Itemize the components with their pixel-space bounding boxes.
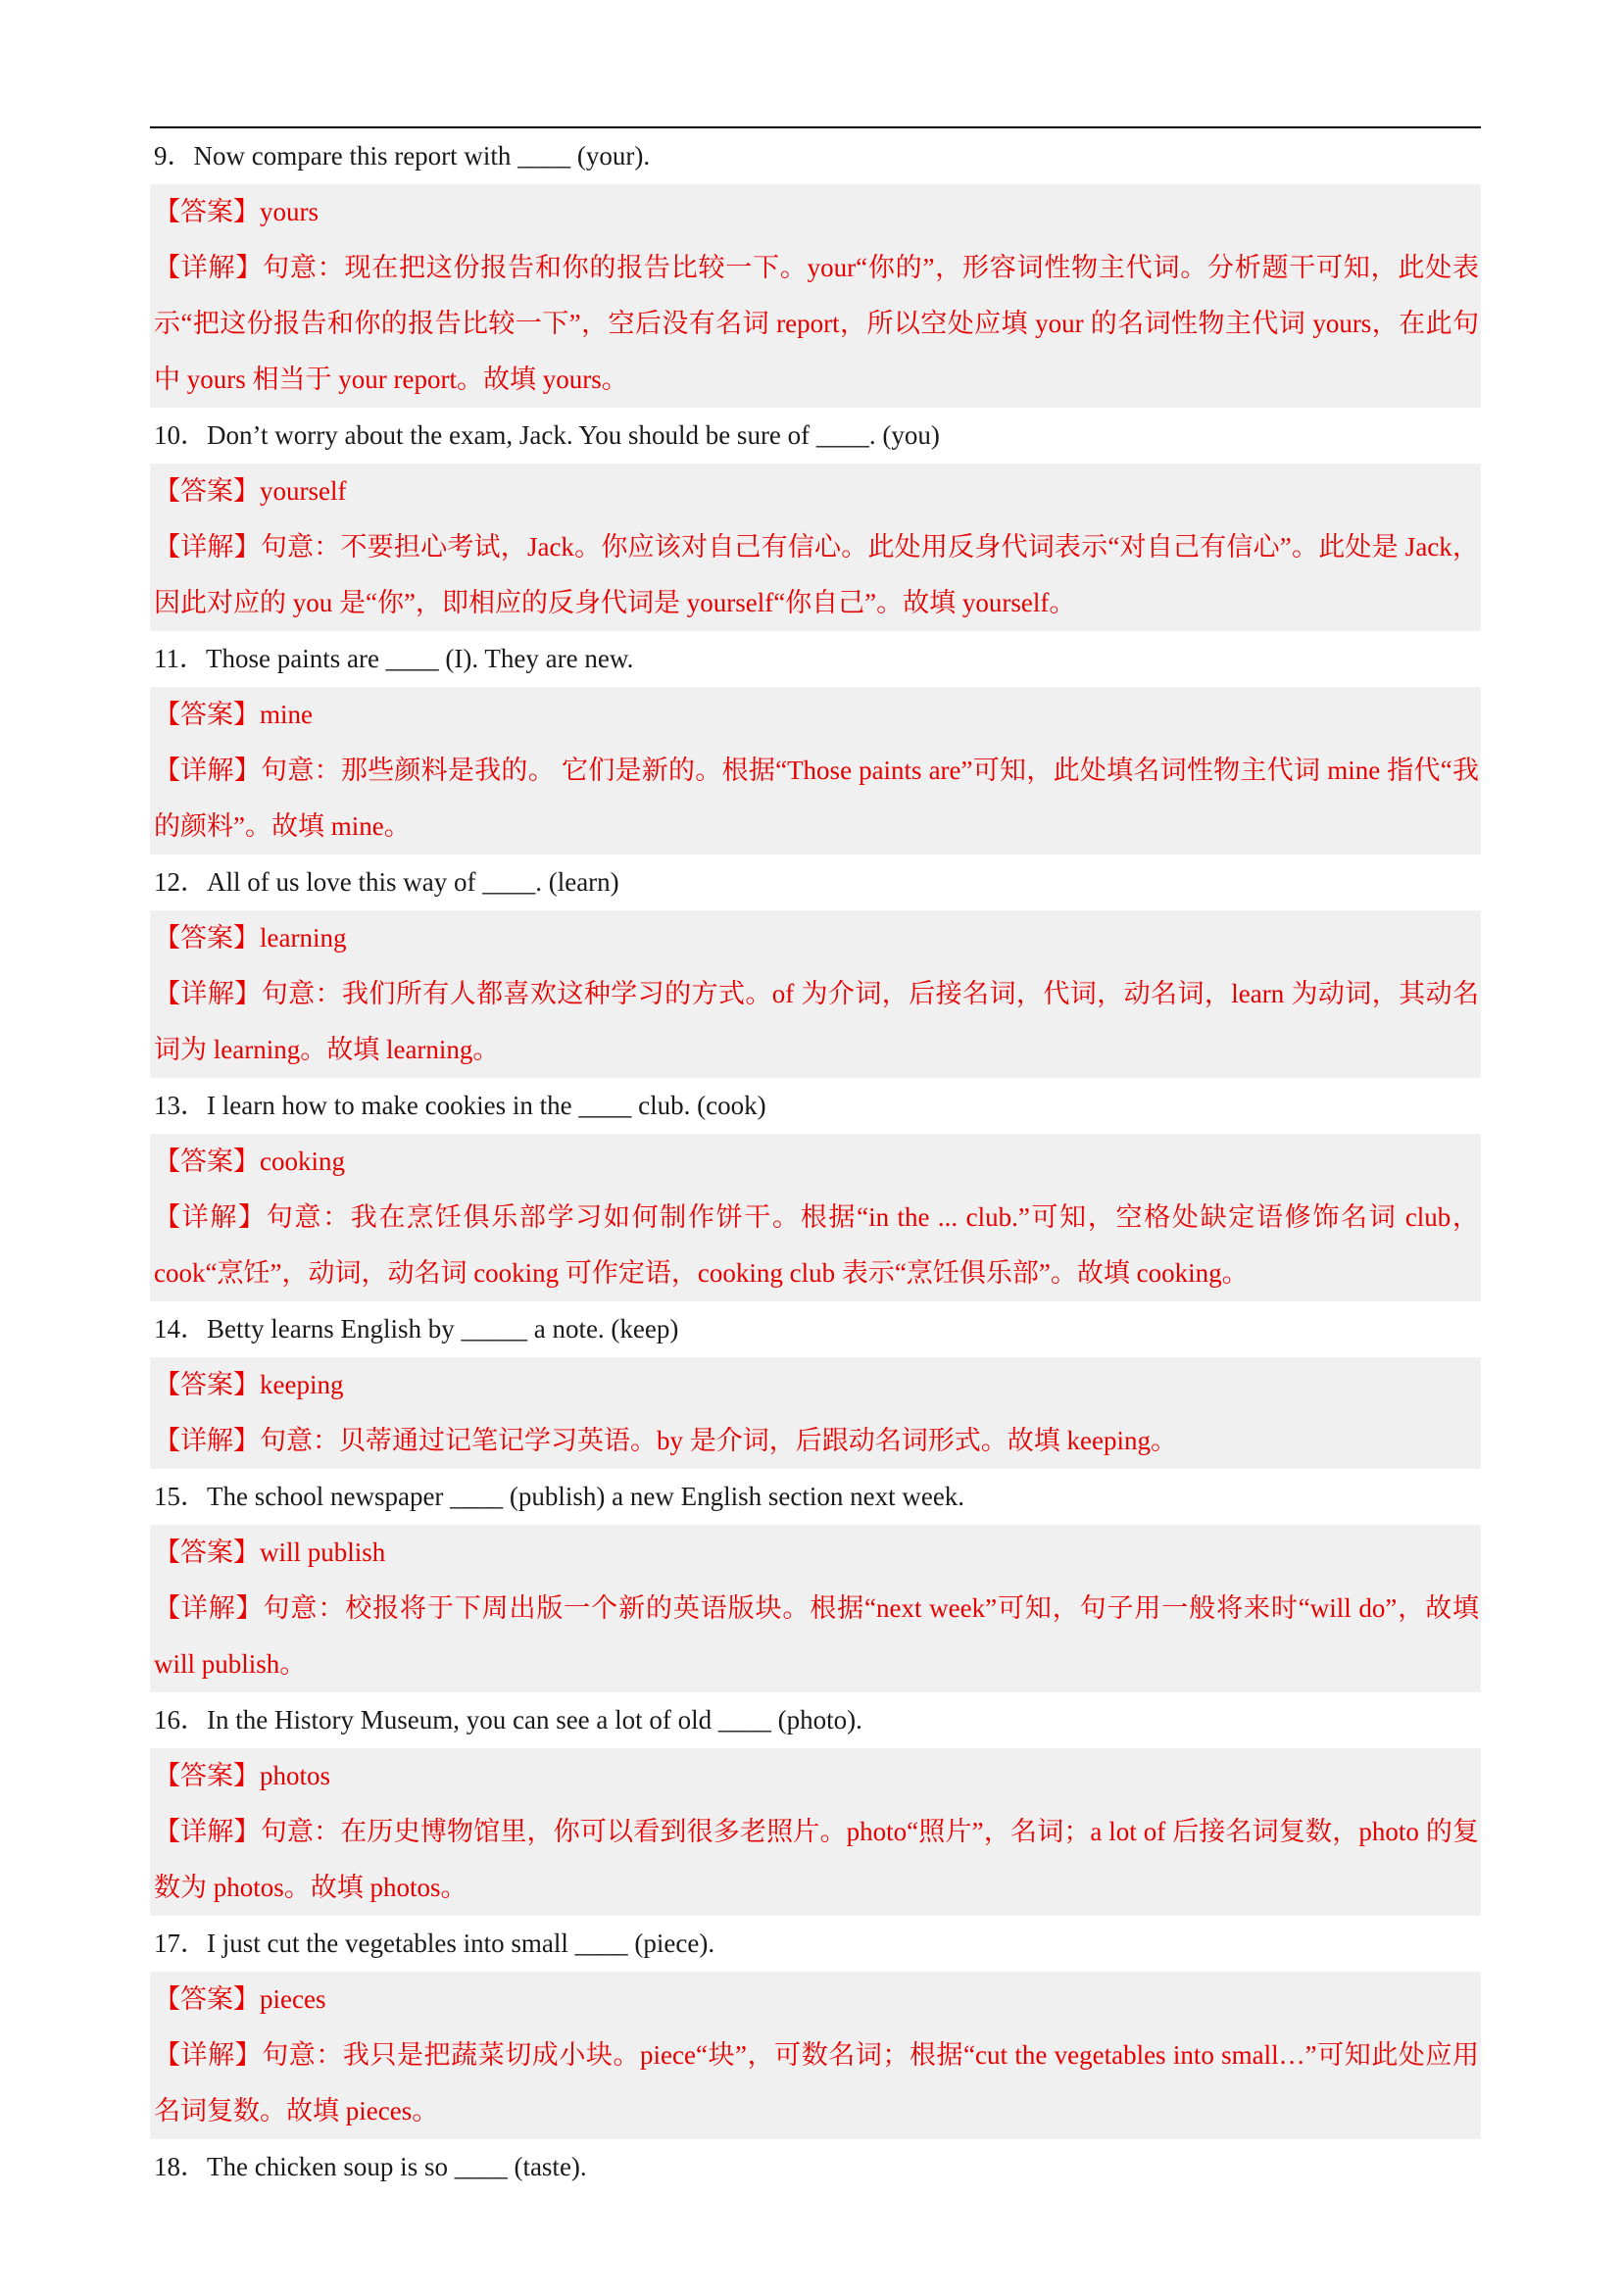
answer-box-15 bbox=[150, 1525, 1481, 1692]
answer-box-10 bbox=[150, 464, 1481, 631]
answer-11: 【答案】mine bbox=[154, 700, 313, 729]
answer-box-13 bbox=[150, 1134, 1481, 1301]
detail-13: 【详解】句意：我在烹饪俱乐部学习如何制作饼干。根据“in the ... club.”可知，空格处缺定语修饰名词 club，cook“烹饪”，动词，动名词 cooking 可作定语，cooking club 表示“烹饪俱乐部”。故填 cooking。 bbox=[154, 1202, 1479, 1288]
answer-14: 【答案】keeping bbox=[154, 1370, 344, 1399]
detail-14: 【详解】句意：贝蒂通过记笔记学习英语。by 是介词，后跟动名词形式。故填 keeping。 bbox=[154, 1426, 1177, 1455]
question-16: 16．In the History Museum, you can see a lot of old ____ (photo). bbox=[154, 1705, 862, 1734]
answer-15: 【答案】will publish bbox=[154, 1538, 386, 1567]
answer-10: 【答案】yourself bbox=[154, 476, 347, 506]
detail-10: 【详解】句意：不要担心考试，Jack。你应该对自己有信心。此处用反身代词表示“对自己有信心”。此处是 Jack，因此对应的 you 是“你”，即相应的反身代词是 yourself“你自己”。故填 yourself。 bbox=[154, 532, 1479, 617]
question-17: 17．I just cut the vegetables into small ____ (piece). bbox=[154, 1929, 715, 1958]
question-11: 11．Those paints are ____ (I). They are new. bbox=[154, 644, 634, 673]
detail-17: 【详解】句意：我只是把蔬菜切成小块。piece“块”，可数名词；根据“cut the vegetables into small…”可知此处应用名词复数。故填 pieces。 bbox=[154, 2040, 1479, 2125]
detail-9: 【详解】句意：现在把这份报告和你的报告比较一下。your“你的”，形容词性物主代词。分析题干可知，此处表示“把这份报告和你的报告比较一下”，空后没有名词 report，所以空处应填 your 的名词性物主代词 yours，在此句中 yours 相当于 your report。故填 yours。 bbox=[154, 253, 1479, 394]
question-10: 10．Don’t worry about the exam, Jack. You should be sure of ____. (you) bbox=[154, 420, 940, 450]
question-15: 15．The school newspaper ____ (publish) a new English section next week. bbox=[154, 1482, 965, 1511]
detail-16: 【详解】句意：在历史博物馆里，你可以看到很多老照片。photo“照片”，名词；a lot of 后接名词复数，photo 的复数为 photos。故填 photos。 bbox=[154, 1817, 1479, 1902]
answer-box-12 bbox=[150, 910, 1481, 1078]
answer-box-17 bbox=[150, 1972, 1481, 2139]
question-12: 12．All of us love this way of ____. (learn) bbox=[154, 867, 619, 897]
question-13: 13．I learn how to make cookies in the ____ club. (cook) bbox=[154, 1091, 766, 1120]
answer-13: 【答案】cooking bbox=[154, 1147, 345, 1176]
answer-17: 【答案】pieces bbox=[154, 1984, 326, 2014]
answer-16: 【答案】photos bbox=[154, 1761, 331, 1790]
answer-box-11 bbox=[150, 687, 1481, 855]
detail-12: 【详解】句意：我们所有人都喜欢这种学习的方式。of 为介词，后接名词，代词，动名词，learn 为动词，其动名词为 learning。故填 learning。 bbox=[154, 979, 1479, 1064]
answer-box-16 bbox=[150, 1748, 1481, 1916]
answer-box-14 bbox=[150, 1357, 1481, 1469]
answer-12: 【答案】learning bbox=[154, 923, 347, 953]
exercise-list bbox=[150, 128, 1481, 2195]
answer-9: 【答案】yours bbox=[154, 197, 319, 226]
question-18: 18．The chicken soup is so ____ (taste). bbox=[154, 2152, 587, 2181]
detail-11: 【详解】句意：那些颜料是我的。 它们是新的。根据“Those paints are”可知，此处填名词性物主代词 mine 指代“我的颜料”。故填 mine。 bbox=[154, 756, 1479, 841]
answer-box-9 bbox=[150, 184, 1481, 408]
question-14: 14．Betty learns English by _____ a note. (keep) bbox=[154, 1314, 679, 1343]
detail-15: 【详解】句意：校报将于下周出版一个新的英语版块。根据“next week”可知，句子用一般将来时“will do”，故填 will publish。 bbox=[154, 1593, 1479, 1679]
question-9: 9．Now compare this report with ____ (your). bbox=[154, 141, 651, 171]
